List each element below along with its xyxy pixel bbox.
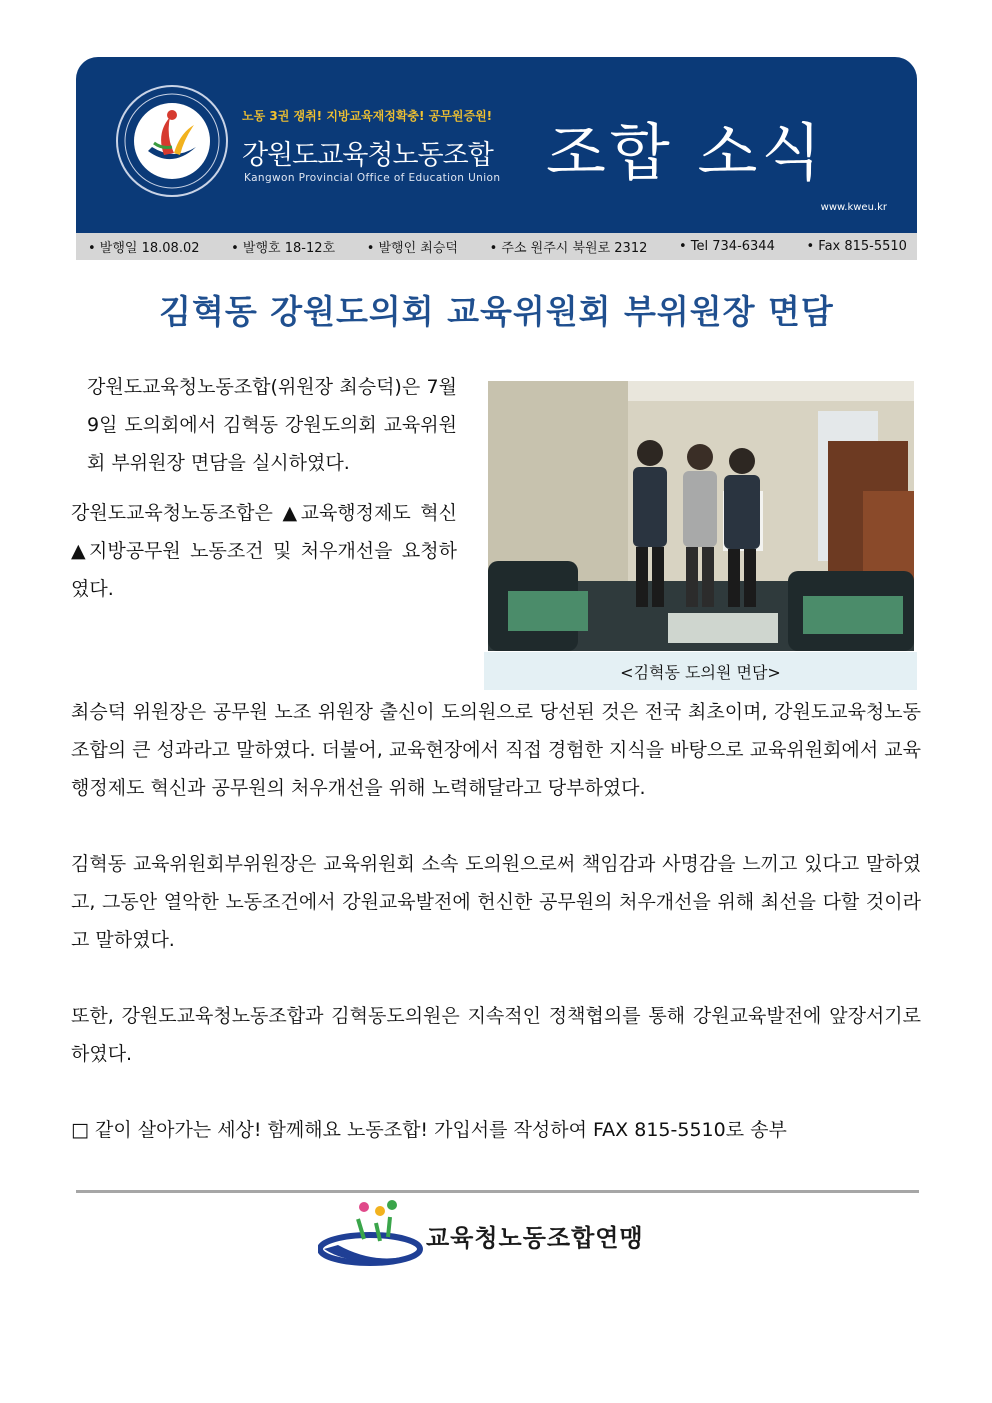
- emblem-figure-icon: [134, 103, 210, 179]
- publisher: • 발행인 최승덕: [366, 241, 458, 256]
- footer-divider: [76, 1190, 919, 1193]
- telephone: • Tel 734-6344: [678, 239, 775, 254]
- body-paragraph-3: 또한, 강원도교육청노동조합과 김혁동도의원은 지속적인 정책협의를 통해 강원교육발전에 앞장서기로 하였다.: [71, 1005, 921, 1065]
- union-name-english: Kangwon Provincial Office of Education Union: [244, 172, 501, 184]
- union-slogan: 노동 3권 쟁취! 지방교육재정확충! 공무원증원!: [242, 109, 493, 123]
- union-seal-logo: [116, 85, 228, 197]
- body-paragraph-2: 김혁동 교육위원회부위원장은 교육위원회 소속 도의원으로써 책임감과 사명감을 느끼고 있다고 말하였고, 그동안 열악한 노동조건에서 강원교육발전에 헌신한 공무원의 처우개선을 위해 최선을 다할 것이라고 말하였다.: [71, 853, 921, 951]
- header-banner: [76, 57, 917, 233]
- website-url[interactable]: www.kweu.kr: [820, 202, 887, 213]
- article-body: [71, 693, 921, 1149]
- article-intro: [71, 368, 457, 608]
- body-paragraph-1: 최승덕 위원장은 공무원 노조 위원장 출신이 도의원으로 당선된 것은 전국 최초이며, 강원도교육청노동조합의 큰 성과라고 말하였다. 더불어, 교육현장에서 직접 경험한 지식을 바탕으로 교육위원회에서 교육행정제도 혁신과 공무원의 처우개선을 위해 노력해달라고 당부하였다.: [71, 701, 921, 799]
- seal-emblem: [134, 103, 210, 179]
- intro-paragraph-1: 강원도교육청노동조합(위원장 최승덕)은 7월 9일 도의회에서 김혁동 강원도의회 교육위원회 부위원장 면담을 실시하였다.: [87, 376, 457, 474]
- meeting-photo: [488, 381, 914, 651]
- union-name-korean: 강원도교육청노동조합: [242, 140, 493, 171]
- photo-caption: <김혁동 도의원 면담>: [484, 652, 917, 690]
- issue-date: • 발행일 18.08.02: [88, 241, 200, 256]
- issue-number: • 발행호 18-12호: [231, 241, 336, 256]
- publication-info-bar: [76, 233, 917, 260]
- article-headline: 김혁동 강원도의회 교육위원회 부위원장 면담: [159, 292, 834, 331]
- membership-call-to-action: □ 같이 살아가는 세상! 함께해요 노동조합! 가입서를 작성하여 FAX 815-5510로 송부: [71, 1119, 787, 1141]
- federation-name: 교육청노동조합연맹: [426, 1224, 644, 1252]
- fax: • Fax 815-5510: [806, 239, 907, 254]
- address: • 주소 원주시 북원로 2312: [489, 241, 648, 256]
- newsletter-title: 조합 소식: [546, 116, 826, 189]
- meeting-photo-illustration: [488, 381, 914, 651]
- intro-paragraph-2: 강원도교육청노동조합은 ▲교육행정제도 혁신 ▲지방공무원 노동조건 및 처우개선을 요청하였다.: [71, 502, 457, 600]
